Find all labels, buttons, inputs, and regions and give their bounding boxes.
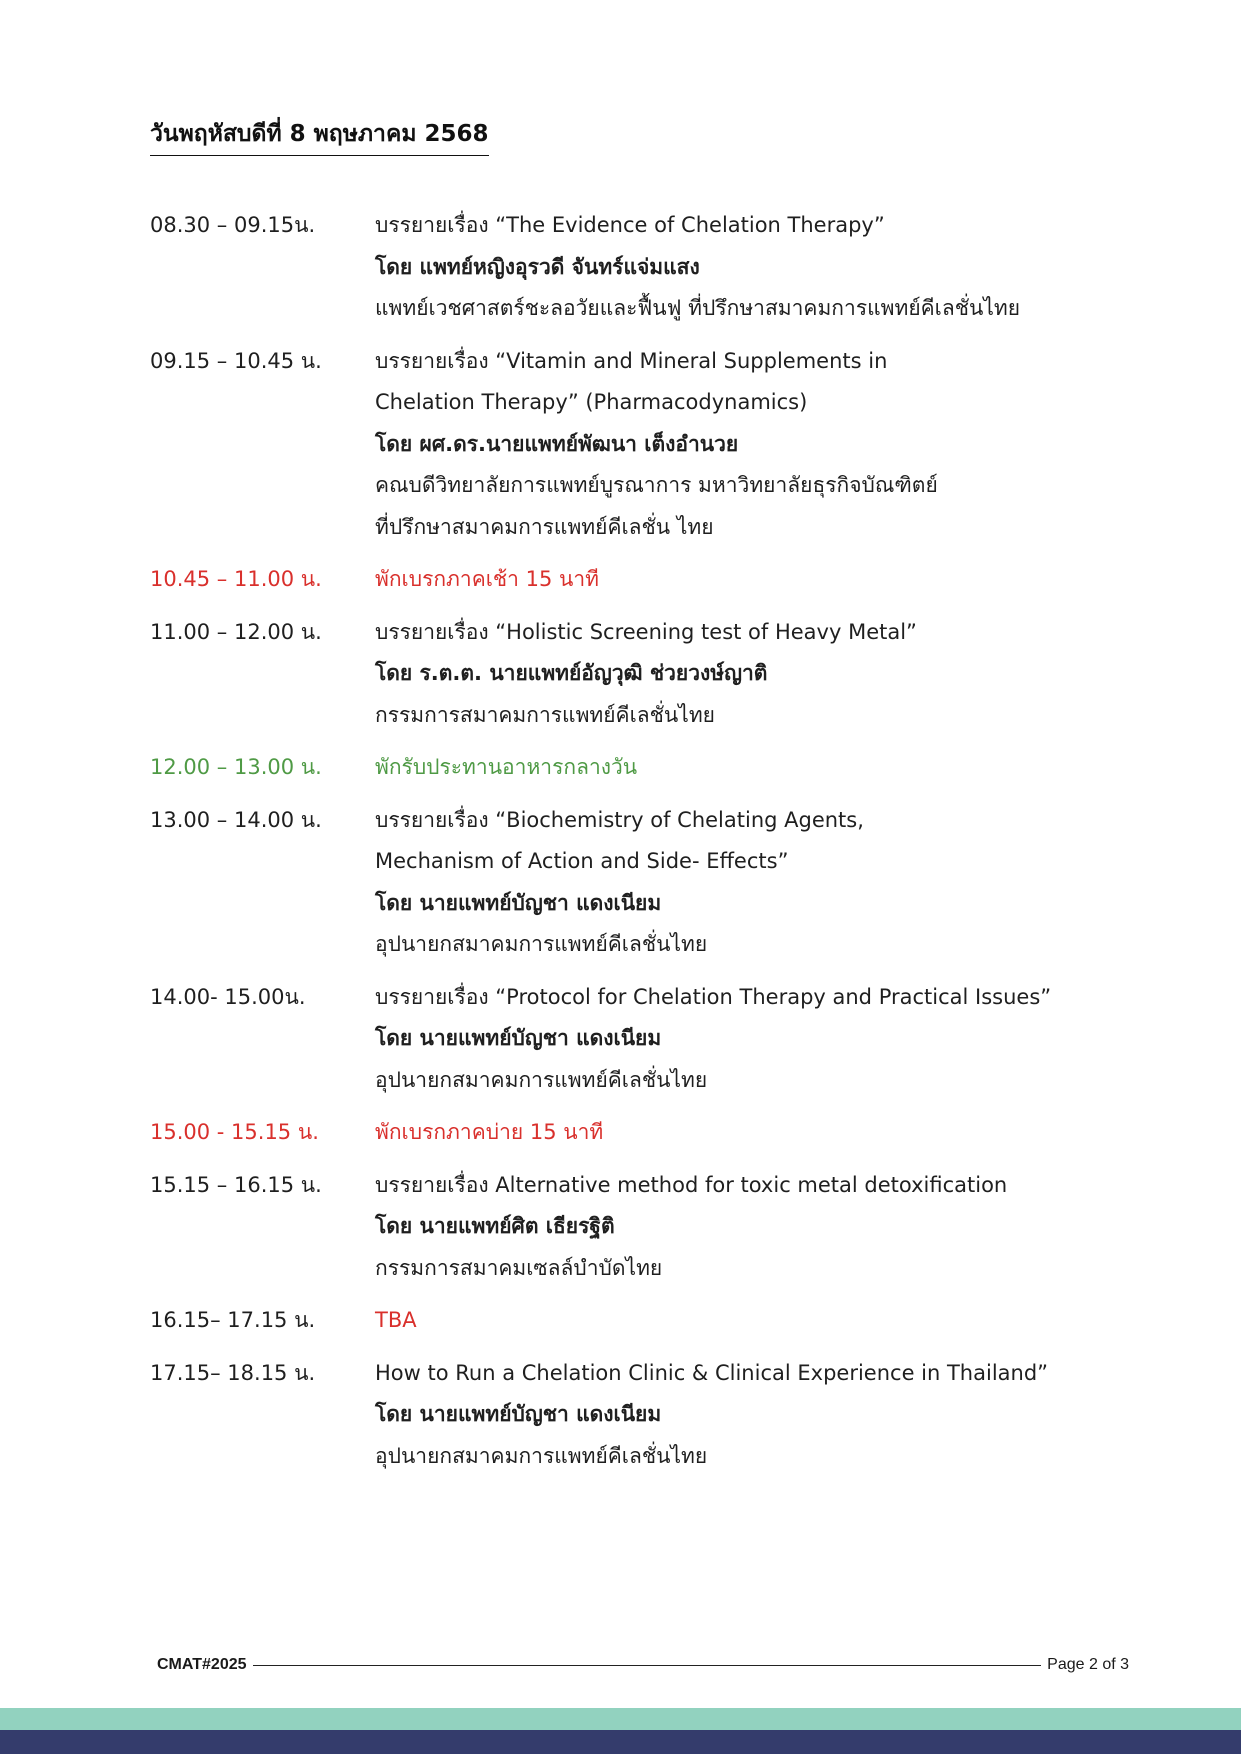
schedule-time: 09.15 – 10.45 น. [150, 348, 322, 373]
detail-line: บรรยายเรื่อง “Vitamin and Mineral Supplements in [375, 348, 888, 373]
schedule-item [150, 205, 1100, 330]
schedule-details [375, 977, 1100, 1102]
speaker-name: โดย ร.ต.ต. นายแพทย์อัญวุฒิ ช่วยวงษ์ญาติ [375, 661, 768, 685]
page-footer [157, 1656, 1129, 1674]
schedule-time: 15.00 - 15.15 น. [150, 1120, 319, 1144]
schedule-item [150, 341, 1100, 549]
schedule-item [150, 559, 1100, 601]
schedule-item [150, 1353, 1100, 1478]
schedule-item [150, 800, 1100, 966]
detail-line: แพทย์เวชศาสตร์ชะลอวัยและฟื้นฟู ที่ปรึกษาสมาคมการแพทย์คีเลชั่นไทย [375, 296, 1021, 320]
detail-line: กรรมการสมาคมเซลล์บำบัดไทย [375, 1255, 663, 1280]
schedule-details [375, 1165, 1100, 1290]
page-number: Page 2 of 3 [1047, 1656, 1129, 1673]
detail-line: คณบดีวิทยาลัยการแพทย์บูรณาการ มหาวิทยาลัยธุรกิจบัณฑิตย์ [375, 473, 938, 497]
schedule-details [375, 559, 1100, 601]
detail-line: บรรยายเรื่อง “The Evidence of Chelation Therapy” [375, 213, 885, 237]
detail-line: อุปนายกสมาคมการแพทย์คีเลชั่นไทย [375, 1443, 708, 1468]
schedule-list [150, 205, 1100, 1488]
schedule-time: 15.15 – 16.15 น. [150, 1172, 322, 1197]
detail-line: อุปนายกสมาคมการแพทย์คีเลชั่นไทย [375, 932, 708, 956]
schedule-details [375, 341, 1100, 549]
detail-line: ที่ปรึกษาสมาคมการแพทย์คีเลชั่น ไทย [375, 514, 714, 539]
speaker-name: โดย แพทย์หญิงอุรวดี จันทร์แจ่มแสง [375, 254, 700, 279]
schedule-item [150, 1300, 1100, 1342]
schedule-time: 14.00- 15.00น. [150, 984, 306, 1009]
schedule-details [375, 747, 1100, 789]
schedule-details [375, 800, 1100, 966]
speaker-name: โดย นายแพทย์บัญชา แดงเนียม [375, 890, 662, 915]
schedule-details [375, 205, 1100, 330]
schedule-item [150, 612, 1100, 737]
schedule-item [150, 977, 1100, 1102]
detail-line: พักรับประทานอาหารกลางวัน [375, 755, 638, 779]
schedule-item [150, 747, 1100, 789]
schedule-details [375, 1300, 1100, 1342]
schedule-item [150, 1165, 1100, 1290]
detail-line: พักเบรกภาคบ่าย 15 นาที [375, 1120, 604, 1144]
schedule-time: 08.30 – 09.15น. [150, 213, 316, 237]
schedule-time: 16.15– 17.15 น. [150, 1308, 316, 1332]
detail-line: Mechanism of Action and Side- Effects” [375, 849, 789, 873]
schedule-time: 10.45 – 11.00 น. [150, 567, 322, 591]
detail-line: อุปนายกสมาคมการแพทย์คีเลชั่นไทย [375, 1067, 708, 1092]
speaker-name: โดย นายแพทย์บัญชา แดงเนียม [375, 1402, 662, 1426]
speaker-name: โดย นายแพทย์บัญชา แดงเนียม [375, 1026, 662, 1050]
footer-band-mint [0, 1708, 1241, 1730]
detail-line: บรรยายเรื่อง “Protocol for Chelation Therapy and Practical Issues” [375, 984, 1052, 1009]
schedule-time: 17.15– 18.15 น. [150, 1360, 316, 1385]
schedule-details [375, 1353, 1100, 1478]
page-heading: วันพฤหัสบดีที่ 8 พฤษภาคม 2568 [150, 116, 489, 156]
schedule-details [375, 612, 1100, 737]
footer-band-navy [0, 1730, 1241, 1754]
schedule-details [375, 1112, 1100, 1154]
detail-line: Chelation Therapy” (Pharmacodynamics) [375, 390, 808, 414]
speaker-name: โดย นายแพทย์ศิต เธียรฐิติ [375, 1214, 615, 1238]
schedule-time: 11.00 – 12.00 น. [150, 619, 322, 644]
detail-line: บรรยายเรื่อง “Biochemistry of Chelating Agents, [375, 807, 864, 832]
detail-line: พักเบรกภาคเช้า 15 นาที [375, 567, 600, 591]
detail-line: TBA [375, 1308, 417, 1332]
detail-line: บรรยายเรื่อง “Holistic Screening test of Heavy Metal” [375, 619, 917, 644]
detail-line: How to Run a Chelation Clinic & Clinical Experience in Thailand” [375, 1360, 1049, 1385]
schedule-item [150, 1112, 1100, 1154]
schedule-time: 13.00 – 14.00 น. [150, 807, 322, 832]
schedule-time: 12.00 – 13.00 น. [150, 755, 322, 779]
footer-rule [253, 1665, 1042, 1666]
footer-code: CMAT#2025 [157, 1656, 247, 1673]
detail-line: บรรยายเรื่อง Alternative method for toxic metal detoxification [375, 1172, 1008, 1197]
speaker-name: โดย ผศ.ดร.นายแพทย์พัฒนา เต็งอำนวย [375, 431, 739, 456]
detail-line: กรรมการสมาคมการแพทย์คีเลชั่นไทย [375, 702, 715, 727]
